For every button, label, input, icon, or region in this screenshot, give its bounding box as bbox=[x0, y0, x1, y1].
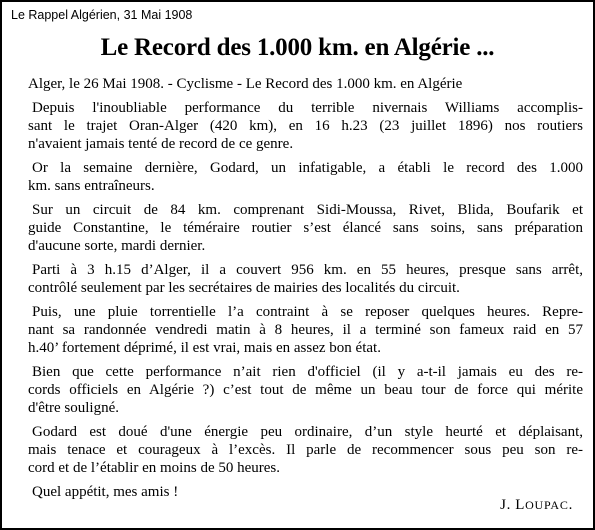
text-line: h.40’ fortement déprimé, il est vrai, mais en assez bon état. bbox=[28, 340, 381, 356]
text-line: cord et de l’établir en moins de 50 heures. bbox=[28, 460, 280, 476]
text-line: Puis, une pluie torrentielle l’a contraint à se reposer quelques heures. Repre- bbox=[32, 304, 583, 320]
author-signature bbox=[500, 497, 573, 514]
paragraph bbox=[28, 363, 583, 417]
paragraph bbox=[28, 261, 583, 297]
text-line: Quel appétit, mes amis ! bbox=[32, 484, 179, 500]
paragraph bbox=[28, 303, 583, 357]
article-title: Le Record des 1.000 km. en Algérie ... bbox=[100, 34, 495, 61]
text-line: Parti à 3 h.15 d’Alger, il a couvert 956 km. en 55 heures, presque sans arrêt, bbox=[32, 262, 583, 278]
signature-initial: J. L bbox=[500, 497, 526, 513]
text-line: Depuis l'inoubliable performance du terrible nivernais Williams accomplis- bbox=[32, 100, 583, 116]
text-line: Or la semaine dernière, Godard, un infatigable, a établi le record des 1.000 bbox=[32, 160, 583, 176]
article-body bbox=[28, 75, 583, 501]
text-line: sant le trajet Oran-Alger (420 km), en 16 h.23 (23 juillet 1896) nos routiers bbox=[28, 118, 583, 134]
paragraph bbox=[28, 159, 583, 195]
text-line: d'être souligné. bbox=[28, 400, 120, 416]
paragraphs bbox=[28, 93, 583, 501]
text-line: contrôlé seulement par les secrétaires de mairies des localités du circuit. bbox=[28, 280, 460, 296]
text-line: Godard est doué d'une énergie peu ordinaire, d’un style heurté et déplaisant, bbox=[32, 424, 583, 440]
source-line: Le Rappel Algérien, 31 Mai 1908 bbox=[11, 8, 193, 22]
text-line: Bien que cette performance n’ait rien d'officiel (il y a-t-il jamais eu des re- bbox=[32, 364, 583, 380]
text-line: km. sans entraîneurs. bbox=[28, 178, 155, 194]
text-line: cords officiels en Algérie ?) c’est tout de même un beau tour de force qui mérite bbox=[28, 382, 583, 398]
text-line: Sur un circuit de 84 km. comprenant Sidi-Moussa, Rivet, Blida, Boufarik et bbox=[32, 202, 583, 218]
paragraph bbox=[28, 423, 583, 477]
paragraph bbox=[28, 201, 583, 255]
text-line: guide Constantine, le téméraire routier s’est élancé sans soins, sans préparation bbox=[28, 220, 583, 236]
text-line: d'aucune sorte, mardi dernier. bbox=[28, 238, 206, 254]
signature-end: . bbox=[568, 497, 573, 513]
text-line: n'avaient jamais tenté de record de ce genre. bbox=[28, 136, 294, 152]
text-line: nant sa randonnée vendredi matin à 8 heures, il a terminé son fameux raid en 57 bbox=[28, 322, 583, 338]
dateline: Alger, le 26 Mai 1908. - Cyclisme - Le Record des 1.000 km. en Algérie bbox=[28, 76, 463, 92]
signature-rest: OUPAC bbox=[525, 498, 569, 512]
paragraph bbox=[28, 99, 583, 153]
text-line: mais tenace et courageux à l’excès. Il parle de recommencer sous peu son re- bbox=[28, 442, 583, 458]
